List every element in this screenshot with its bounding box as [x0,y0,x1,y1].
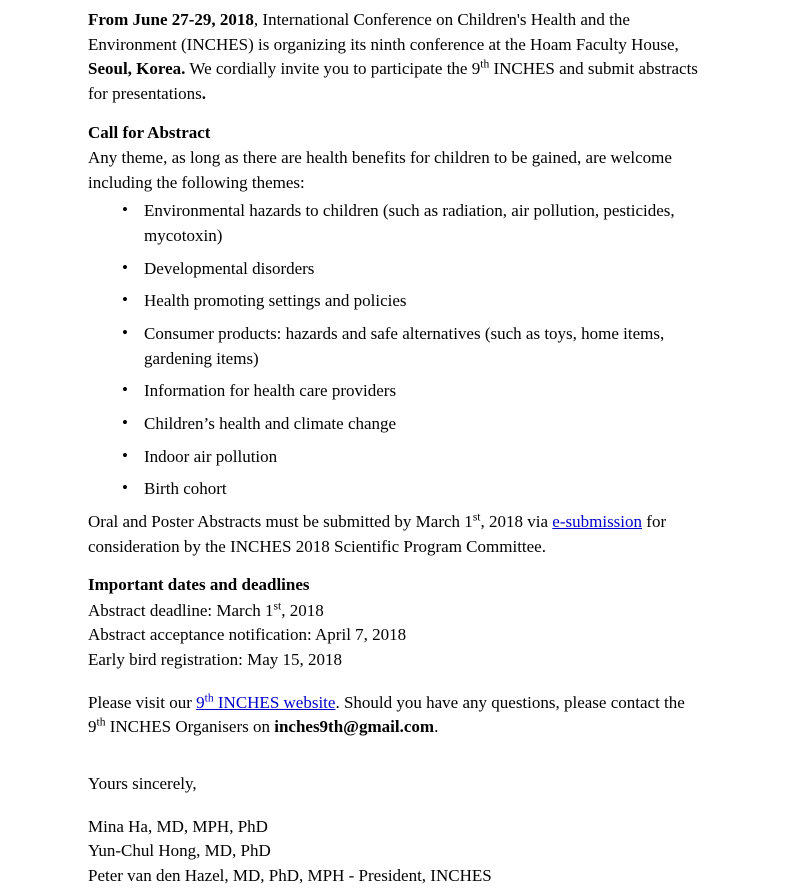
website-link-prefix: 9 [196,692,205,712]
intro-lead-bold: From June 27-29, 2018 [88,10,254,29]
submission-ordinal-suffix: st [472,510,481,524]
call-for-abstract-heading: Call for Abstract [88,122,211,142]
contact-part4: . [434,717,439,737]
list-item: • Developmental disorders [122,257,704,282]
abstract-deadline-suffix: , 2018 [281,600,324,620]
call-for-abstract-body: Any theme, as long as there are health benefits for children to be gained, are welcome including the following themes: [88,148,672,192]
important-dates-heading: Important dates and deadlines [88,575,310,595]
list-item: • Children’s health and climate change [122,412,704,437]
themes-list [88,199,704,501]
acceptance-notification-line [88,623,704,648]
early-bird-registration-line [88,648,704,673]
signatory-line: Peter van den Hazel, MD, PhD, MPH - President, INCHES [88,865,492,885]
spacer [88,754,704,772]
submission-part1: Oral and Poster Abstracts must be submitted by March 1 [88,511,473,531]
contact-paragraph [88,691,704,740]
list-item: • Indoor air pollution [122,445,704,470]
e-submission-link[interactable]: e-submission [552,511,643,531]
list-item: • Environmental hazards to children (such as radiation, air pollution, pesticides, mycotoxin) [122,199,704,248]
website-link-suffix: INCHES website [213,692,336,712]
contact-part3: INCHES Organisers on [105,717,275,737]
salutation: Yours sincerely, [88,774,197,794]
list-item: • Health promoting settings and policies [122,289,704,314]
abstract-deadline-prefix: Abstract deadline: March 1 [88,600,274,620]
contact-sup2: th [96,715,106,729]
intro-city-bold: Seoul, Korea. [88,59,186,79]
inches-website-link[interactable] [196,693,335,712]
intro-part1: , International Conference on Children's Health and the Environment (INCHES) is organizing its ninth conference at the Hoam Faculty House, [88,10,679,54]
website-link-sup: th [204,691,214,705]
intro-ordinal-suffix: th [480,57,490,71]
list-item: • Information for health care providers [122,379,704,404]
submission-paragraph [88,510,704,559]
intro-part2: We cordially invite you to participate the 9 [185,59,481,79]
signatory-line: Yun-Chul Hong, MD, PhD [88,841,271,861]
contact-part2: . Should you have any questions, please contact the 9 [88,692,685,737]
abstract-deadline-sup: st [273,599,282,613]
submission-part3: for consideration by the INCHES 2018 Scientific Program Committee. [88,511,667,556]
intro-end-bold: . [201,83,207,103]
early-bird-registration-text: Early bird registration: May 15, 2018 [88,650,343,670]
intro-paragraph [88,8,704,107]
contact-email[interactable]: inches9th@gmail.com [274,717,435,737]
intro-part3: INCHES and submit abstracts for presentations [88,59,698,103]
list-item: • Consumer products: hazards and safe alternatives (such as toys, home items, gardening items) [122,322,704,371]
abstract-deadline-line [88,599,704,624]
signatory-line: Mina Ha, MD, MPH, PhD [88,816,268,836]
spacer [88,797,704,815]
submission-part2: , 2018 via [480,511,553,531]
contact-part1: Please visit our [88,692,197,712]
acceptance-notification-text: Abstract acceptance notification: April 7, 2018 [88,625,407,645]
spacer [88,673,704,691]
list-item: • Birth cohort [122,477,704,502]
